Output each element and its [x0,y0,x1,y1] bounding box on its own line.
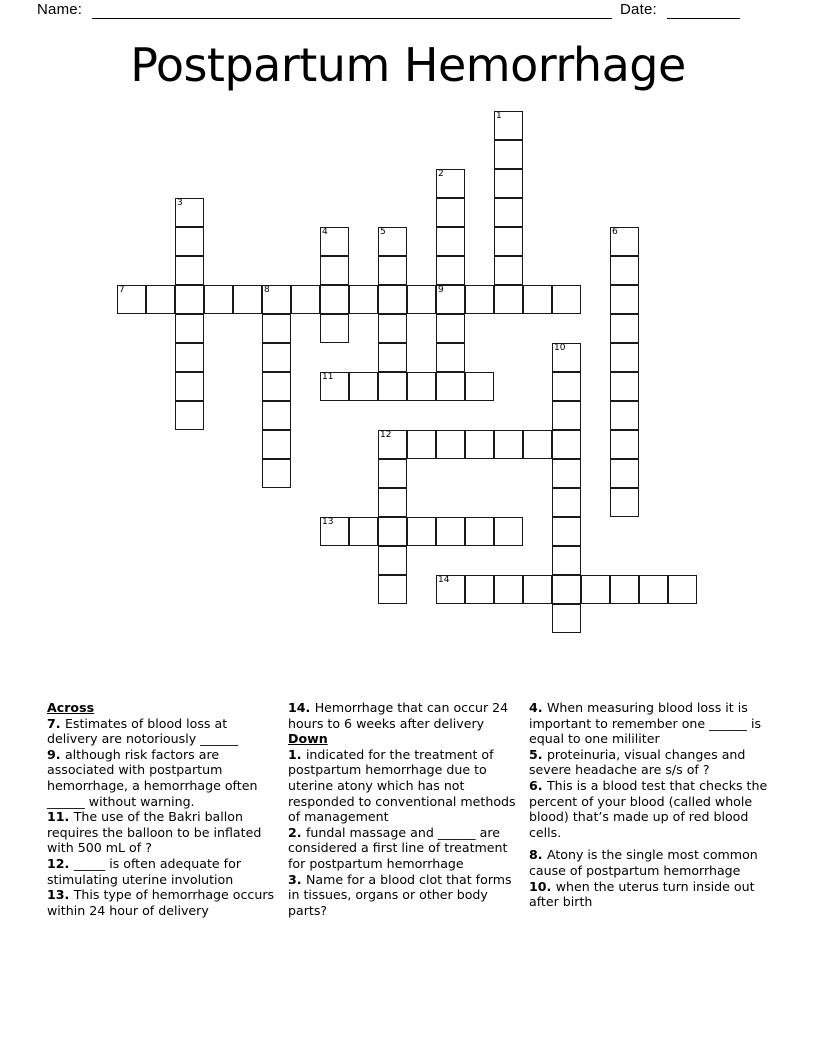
crossword-cell[interactable] [175,401,204,430]
clue-number: 7. [47,715,65,731]
crossword-cell[interactable] [407,517,436,546]
crossword-cell[interactable] [552,488,581,517]
crossword-cell[interactable] [262,343,291,372]
cell-number-4: 4 [322,227,328,237]
clue-a14 [288,700,520,731]
crossword-cell[interactable] [610,256,639,285]
clue-a13 [47,887,279,918]
clue-text: Estimates of blood loss at delivery are notoriously ______ [47,715,238,747]
crossword-cell[interactable] [436,430,465,459]
clue-text: This type of hemorrhage occurs within 24 hour of delivery [47,887,275,918]
crossword-cell[interactable] [378,285,407,314]
crossword-cell[interactable] [494,227,523,256]
crossword-cell[interactable] [494,285,523,314]
cell-number-7: 7 [119,285,125,295]
page-title: Postpartum Hemorrhage [130,38,686,92]
crossword-cell[interactable] [262,372,291,401]
crossword-cell[interactable] [378,314,407,343]
crossword-cell[interactable] [610,459,639,488]
crossword-cell[interactable] [378,343,407,372]
crossword-cell[interactable] [436,343,465,372]
date-write-line[interactable] [667,18,740,19]
clue-d1 [288,747,520,825]
crossword-cell[interactable] [320,227,349,256]
cell-number-9: 9 [438,285,444,295]
crossword-cell[interactable] [320,517,349,546]
crossword-cell[interactable] [494,430,523,459]
crossword-cell[interactable] [378,546,407,575]
clue-d3 [288,872,520,919]
crossword-cell[interactable] [262,401,291,430]
crossword-cell[interactable] [436,517,465,546]
crossword-cell[interactable] [552,343,581,372]
crossword-cell[interactable] [262,430,291,459]
crossword-cell[interactable] [523,285,552,314]
crossword-cell[interactable] [204,285,233,314]
crossword-cell[interactable] [552,459,581,488]
cell-number-11: 11 [322,372,334,382]
crossword-cell[interactable] [175,343,204,372]
crossword-cell[interactable] [465,285,494,314]
name-write-line[interactable] [92,18,612,19]
crossword-cell[interactable] [639,575,668,604]
crossword-cell[interactable] [378,430,407,459]
crossword-cell[interactable] [436,372,465,401]
crossword-cell[interactable] [552,517,581,546]
clue-number: 5. [529,746,547,762]
crossword-cell[interactable] [552,575,581,604]
crossword-cell[interactable] [668,575,697,604]
cell-number-8: 8 [264,285,270,295]
cell-number-10: 10 [554,343,566,353]
cell-number-6: 6 [612,227,618,237]
crossword-cell[interactable] [552,285,581,314]
crossword-cell[interactable] [320,372,349,401]
cell-number-3: 3 [177,198,183,208]
crossword-cell[interactable] [610,430,639,459]
clue-text: Name for a blood clot that forms in tissues, organs or other body parts? [288,871,512,918]
crossword-cell[interactable] [407,430,436,459]
crossword-cell[interactable] [523,430,552,459]
crossword-cell[interactable] [610,575,639,604]
clue-number: 4. [529,700,547,715]
crossword-cell[interactable] [494,198,523,227]
crossword-cell[interactable] [494,575,523,604]
crossword-cell[interactable] [465,575,494,604]
clue-d10 [529,879,769,910]
clue-number: 1. [288,746,306,762]
clue-d6 [529,778,769,840]
crossword-cell[interactable] [320,256,349,285]
crossword-cell[interactable] [378,459,407,488]
crossword-cell[interactable] [494,517,523,546]
crossword-cell[interactable] [175,372,204,401]
crossword-cell[interactable] [610,372,639,401]
cell-number-14: 14 [438,575,450,585]
crossword-cell[interactable] [117,285,146,314]
clue-number: 10. [529,878,556,894]
date-label: Date: [620,1,657,18]
crossword-cell[interactable] [581,575,610,604]
crossword-cell[interactable] [233,285,262,314]
crossword-cell[interactable] [610,314,639,343]
crossword-cell[interactable] [175,256,204,285]
clue-a12 [47,856,279,887]
clue-text: fundal massage and ______ are considered a first line of treatment for postpartum hemorrhage [288,824,508,871]
clue-number: 8. [529,847,547,863]
clue-d8 [529,847,769,878]
clue-a11 [47,809,279,856]
crossword-cell[interactable] [494,256,523,285]
crossword-cell[interactable] [436,575,465,604]
crossword-cell[interactable] [610,285,639,314]
crossword-cell[interactable] [465,517,494,546]
crossword-cell[interactable] [552,401,581,430]
clues-column-2 [288,700,520,918]
crossword-cell[interactable] [291,285,320,314]
crossword-cell[interactable] [262,314,291,343]
clue-number: 2. [288,824,306,840]
crossword-cell[interactable] [436,314,465,343]
across-heading: Across [47,700,95,715]
crossword-cell[interactable] [378,372,407,401]
clue-text: when the uterus turn inside out after birth [529,878,755,910]
crossword-cell[interactable] [436,256,465,285]
crossword-cell[interactable] [465,430,494,459]
crossword-cell[interactable] [494,140,523,169]
cell-number-2: 2 [438,169,444,179]
cell-number-5: 5 [380,227,386,237]
crossword-cell[interactable] [552,546,581,575]
crossword-cell[interactable] [378,488,407,517]
clues-column-1 [47,700,279,918]
crossword-cell[interactable] [320,314,349,343]
crossword-cell[interactable] [407,285,436,314]
clue-d4 [529,700,769,747]
clue-text: When measuring blood loss it is important to remember one ______ is equal to one mililiter [529,700,762,747]
clue-a7 [47,716,279,747]
crossword-cell[interactable] [175,198,204,227]
crossword-cell[interactable] [494,111,523,140]
crossword-cell[interactable] [523,575,552,604]
clue-number: 14. [288,700,315,715]
clue-d5 [529,747,769,778]
clues-column-3 [529,700,769,910]
crossword-cell[interactable] [175,227,204,256]
clue-text: indicated for the treatment of postpartum hemorrhage due to uterine atony which has not responded to conventional methods of management [288,746,516,825]
crossword-cell[interactable] [407,372,436,401]
crossword-cell[interactable] [349,372,378,401]
crossword-cell[interactable] [320,285,349,314]
cell-number-1: 1 [496,111,502,121]
crossword-cell[interactable] [349,517,378,546]
crossword-cell[interactable] [262,459,291,488]
cell-number-12: 12 [380,430,392,440]
worksheet-header [0,0,816,28]
crossword-cell[interactable] [552,604,581,633]
clue-text: This is a blood test that checks the percent of your blood (called whole blood) that’s made up of red blood cells. [529,777,768,840]
crossword-cell[interactable] [610,227,639,256]
crossword-cell[interactable] [378,575,407,604]
crossword-cell[interactable] [378,227,407,256]
crossword-cell[interactable] [610,343,639,372]
clue-text: proteinuria, visual changes and severe headache are s/s of ? [529,746,746,778]
crossword-cell[interactable] [610,488,639,517]
cell-number-13: 13 [322,517,334,527]
clue-number: 6. [529,777,547,793]
crossword-cell[interactable] [262,285,291,314]
crossword-cell[interactable] [175,285,204,314]
clue-number: 13. [47,887,74,903]
crossword-cell[interactable] [378,517,407,546]
crossword-cell[interactable] [436,285,465,314]
clue-d2 [288,825,520,872]
clue-a9 [47,747,279,809]
clue-number: 12. [47,855,74,871]
crossword-cell[interactable] [436,227,465,256]
clue-text: although risk factors are associated with postpartum hemorrhage, a hemorrhage often ______ without warning. [47,746,258,809]
crossword-cell[interactable] [465,372,494,401]
clue-number: 3. [288,871,306,887]
crossword-cell[interactable] [610,401,639,430]
clue-text: Hemorrhage that can occur 24 hours to 6 weeks after delivery [288,700,509,731]
clue-text: _____ is often adequate for stimulating uterine involution [47,855,242,887]
clue-number: 9. [47,746,65,762]
crossword-cell[interactable] [552,430,581,459]
crossword-cell[interactable] [436,169,465,198]
clue-text: Atony is the single most common cause of postpartum hemorrhage [529,847,758,878]
clue-spacer [529,840,769,847]
crossword-cell[interactable] [494,169,523,198]
down-heading: Down [288,731,328,747]
name-label: Name: [37,1,83,18]
crossword-cell[interactable] [436,198,465,227]
clue-number: 11. [47,809,74,825]
crossword-cell[interactable] [175,314,204,343]
crossword-cell[interactable] [378,256,407,285]
crossword-cell[interactable] [146,285,175,314]
clue-text: The use of the Bakri ballon requires the balloon to be inflated with 500 mL of ? [47,809,262,856]
crossword-cell[interactable] [552,372,581,401]
crossword-cell[interactable] [349,285,378,314]
